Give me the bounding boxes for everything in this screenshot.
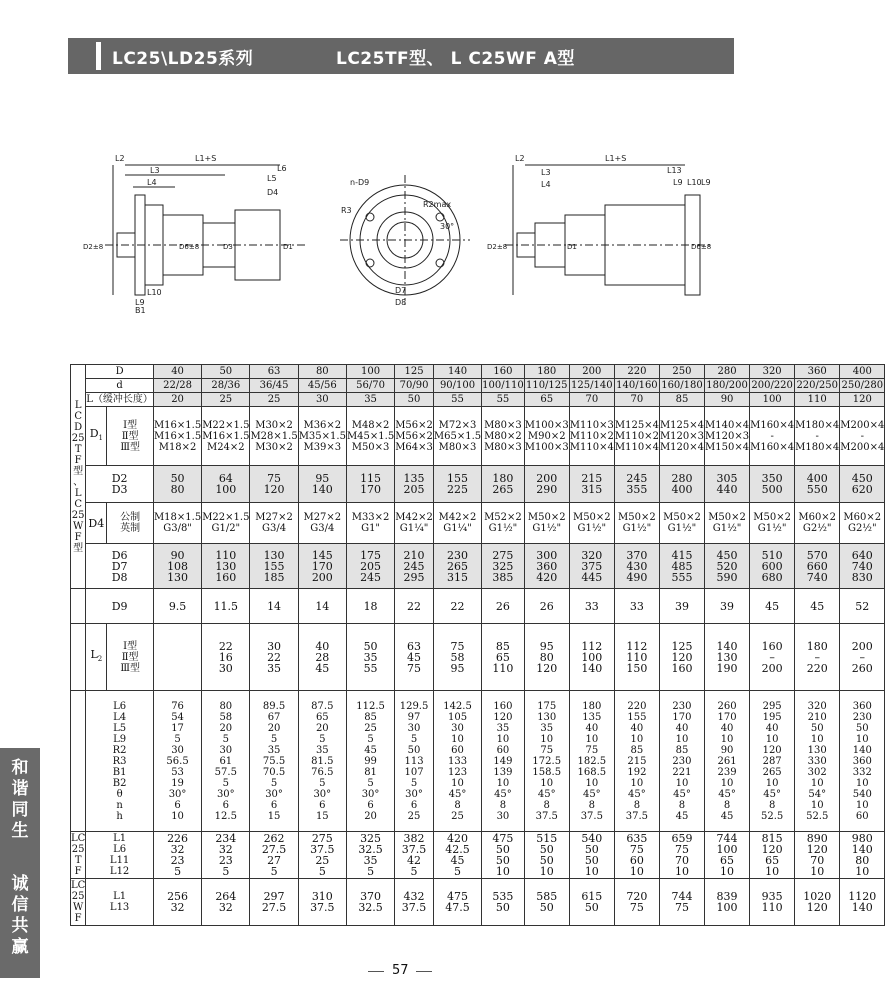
value-l-12: 90	[705, 393, 750, 407]
table-row	[71, 407, 885, 466]
table-row	[71, 691, 885, 832]
label-D1-types: Ⅰ型 Ⅱ型 Ⅲ型	[107, 407, 154, 466]
value-d2-d3-10: 245 355	[614, 466, 659, 503]
value-d678-4: 175 205 245	[346, 544, 394, 589]
value-d4-15: M60×2 G2½"	[840, 503, 885, 544]
value-d-10: 220	[614, 365, 659, 379]
value-d9-15: 52	[840, 589, 885, 624]
value-d678-12: 450 520 590	[705, 544, 750, 589]
label-D6: D6±8	[179, 243, 200, 251]
value-d2-d3-4: 115 170	[346, 466, 394, 503]
value-d-15: 250/280	[841, 380, 884, 391]
value-misc-9: 180 135 40 10 75 182.5 168.5 10 45° 8 37.5	[569, 691, 614, 832]
value-d9-4: 18	[346, 589, 394, 624]
value-d4-12: M50×2 G1½"	[705, 503, 750, 544]
value-d1-5: M56×2 M56×2 M64×3	[395, 407, 434, 466]
label-L1S: L1+S	[195, 154, 217, 163]
label-misc: L6 L4 L5 L9 R2 R3 B1 B2 θ n h	[86, 691, 154, 832]
value-d2-d3-6: 155 225	[433, 466, 481, 503]
value-misc-8: 175 130 35 10 75 172.5 158.5 10 45° 8 37.5	[524, 691, 569, 832]
value-d9-6: 22	[433, 589, 481, 624]
value-l-5: 50	[395, 393, 434, 407]
value-d9-12: 39	[705, 589, 750, 624]
value-misc-1: 80 58 20 5 30 61 57.5 5 30° 6 12.5	[202, 691, 250, 832]
value-d2-d3-0: 50 80	[153, 466, 201, 503]
value-wf-3: 310 37.5	[298, 879, 346, 926]
value-l2-4: 50 35 55	[346, 624, 394, 691]
value-d2-d3-1: 64 100	[202, 466, 250, 503]
label-R3: R3	[341, 206, 352, 215]
value-d4-10: M50×2 G1½"	[614, 503, 659, 544]
label-r-L9a: L9	[673, 178, 683, 187]
value-wf-4: 370 32.5	[346, 879, 394, 926]
value-d9-8: 26	[524, 589, 569, 624]
label-L9: L9	[135, 298, 145, 307]
value-l2-6: 75 58 95	[433, 624, 481, 691]
value-l2-12: 140 130 190	[705, 624, 750, 691]
value-wf-13: 935 110	[750, 879, 795, 926]
value-d678-9: 320 375 445	[569, 544, 614, 589]
side-label-blank	[71, 589, 86, 624]
value-d678-11: 415 485 555	[659, 544, 704, 589]
value-d2-d3-2: 75 120	[250, 466, 298, 503]
label-D4: D4	[86, 503, 107, 544]
value-wf-9: 615 50	[569, 879, 614, 926]
value-wf-8: 585 50	[524, 879, 569, 926]
value-d-6: 90/100	[433, 379, 481, 393]
side-label-blank	[71, 624, 86, 691]
right-labels	[487, 154, 711, 251]
label-L10: L10	[147, 288, 162, 297]
value-l2-1: 22 16 30	[202, 624, 250, 691]
value-d9-11: 39	[659, 589, 704, 624]
label-D9: D9	[86, 589, 154, 624]
value-d678-0: 90 108 130	[153, 544, 201, 589]
technical-drawings	[83, 145, 715, 315]
value-d678-15: 640 740 830	[840, 544, 885, 589]
side-label-wf: LC 25 W F	[71, 880, 86, 924]
value-d-9: 125/140	[571, 380, 613, 391]
page-number-rule-right	[416, 971, 432, 972]
label-D6-D7-D8: D6 D7 D8	[86, 544, 154, 589]
value-d-3: 45/56	[298, 379, 346, 393]
value-d-5: 125	[395, 365, 434, 379]
label-r-L13: L13	[667, 166, 682, 175]
value-d-5: 70/90	[395, 379, 434, 393]
value-tf-15: 980 140 80 10	[840, 832, 885, 879]
value-l-8: 65	[524, 393, 569, 407]
label-d: d	[86, 379, 154, 393]
value-d678-14: 570 660 740	[795, 544, 840, 589]
value-wf-11: 744 75	[659, 879, 704, 926]
value-misc-4: 112.5 85 25 5 45 99 81 5 30° 6 20	[346, 691, 394, 832]
value-l2-8: 95 80 120	[524, 624, 569, 691]
value-d2-d3-8: 200 290	[524, 466, 569, 503]
value-tf-7: 475 50 50 10	[482, 832, 525, 879]
value-wf-12: 839 100	[705, 879, 750, 926]
label-D1: D1	[283, 243, 293, 251]
label-D8: D8	[395, 298, 407, 307]
value-l-13: 100	[750, 393, 795, 407]
label-D7: D7	[395, 286, 407, 295]
label-angle: 30°	[440, 222, 455, 231]
value-d678-8: 300 360 420	[524, 544, 569, 589]
value-d4-14: M60×2 G2½"	[795, 503, 840, 544]
table-row	[71, 624, 885, 691]
spec-table	[70, 364, 885, 926]
label-r-L4: L4	[541, 180, 551, 189]
value-d1-12: M140×4 M120×3 M150×4	[705, 407, 750, 466]
value-l2-14: 180 – 220	[795, 624, 840, 691]
value-d1-3: M36×2 M35×1.5 M39×3	[298, 407, 346, 466]
value-tf-3: 275 37.5 25 5	[298, 832, 346, 879]
value-d2-d3-7: 180 265	[482, 466, 525, 503]
value-misc-13: 295 195 40 10 120 287 265 10 45° 8 52.5	[750, 691, 795, 832]
value-d-2: 63	[250, 365, 298, 379]
label-r-L10: L10	[687, 178, 702, 187]
value-l-15: 120	[840, 393, 885, 407]
value-l-9: 70	[569, 393, 614, 407]
table-row	[71, 466, 885, 503]
value-d-12: 280	[705, 365, 750, 379]
label-tf: L1 L6 L11 L12	[86, 832, 154, 879]
label-D2: D2±8	[83, 243, 104, 251]
value-d4-0: M18×1.5 G3/8"	[153, 503, 201, 544]
value-d-12: 180/200	[706, 380, 748, 391]
label-r-D2: D2±8	[487, 243, 508, 251]
value-misc-12: 260 170 40 10 90 261 239 10 45° 8 45	[705, 691, 750, 832]
value-d1-15: M200×4 - M200×4	[840, 407, 885, 466]
value-d-4: 56/70	[346, 379, 394, 393]
label-L-cushion: L（缓冲长度）	[86, 394, 153, 405]
value-d1-1: M22×1.5 M16×1.5 M24×2	[202, 407, 250, 466]
value-misc-10: 220 155 40 10 85 215 192 10 45° 8 37.5	[614, 691, 659, 832]
value-wf-2: 297 27.5	[250, 879, 298, 926]
table-row	[71, 544, 885, 589]
label-wf: L1 L13	[86, 879, 154, 926]
value-d1-13: M160×4 - M160×4	[750, 407, 795, 466]
value-tf-4: 325 32.5 35 5	[346, 832, 394, 879]
side-slogan-top: 和 谐 同 生	[11, 758, 29, 841]
value-d9-13: 45	[750, 589, 795, 624]
value-d1-11: M125×4 M120×3 M120×4	[659, 407, 704, 466]
value-tf-5: 382 37.5 42 5	[395, 832, 434, 879]
value-tf-8: 515 50 50 10	[524, 832, 569, 879]
label-D1: $D_1$	[86, 407, 107, 466]
value-d1-14: M180×4 - M180×4	[795, 407, 840, 466]
value-d1-4: M48×2 M45×1.5 M50×3	[346, 407, 394, 466]
label-r-L2: L2	[515, 154, 525, 163]
value-d-0: 40	[153, 365, 201, 379]
side-label-blank	[71, 691, 86, 832]
value-wf-6: 475 47.5	[433, 879, 481, 926]
value-misc-0: 76 54 17 5 30 56.5 53 19 30° 6 10	[153, 691, 201, 832]
value-d1-10: M125×4 M110×2 M110×4	[614, 407, 659, 466]
value-l-2: 25	[250, 393, 298, 407]
value-d-10: 140/160	[616, 380, 658, 391]
value-d678-7: 275 325 385	[482, 544, 525, 589]
label-L2: $L_2$	[86, 624, 107, 691]
value-d9-2: 14	[250, 589, 298, 624]
left-drawing	[105, 165, 305, 295]
value-d1-2: M30×2 M28×1.5 M30×2	[250, 407, 298, 466]
value-l-14: 110	[795, 393, 840, 407]
value-d-1: 28/36	[202, 379, 250, 393]
label-r-L3: L3	[541, 168, 551, 177]
value-d-6: 140	[433, 365, 481, 379]
value-d1-7: M80×3 M80×2 M80×3	[482, 407, 525, 466]
value-d9-1: 11.5	[202, 589, 250, 624]
value-d4-5: M42×2 G1¼"	[395, 503, 434, 544]
label-L2: L2	[115, 154, 125, 163]
value-d-0: 22/28	[153, 379, 201, 393]
value-l-1: 25	[202, 393, 250, 407]
value-d2-d3-12: 305 440	[705, 466, 750, 503]
value-tf-11: 659 75 70 10	[659, 832, 704, 879]
label-D3: D3	[223, 243, 233, 251]
value-d1-0: M16×1.5 M16×1.5 M18×2	[153, 407, 201, 466]
label-L3: L3	[150, 166, 160, 175]
value-d678-1: 110 130 160	[202, 544, 250, 589]
header-accent-bar	[96, 42, 101, 70]
value-d678-13: 510 600 680	[750, 544, 795, 589]
table-row	[71, 365, 885, 379]
value-d-15: 400	[840, 365, 885, 379]
label-r-L1S: L1+S	[605, 154, 627, 163]
value-d-1: 50	[202, 365, 250, 379]
table-row	[71, 393, 885, 407]
table-row	[71, 879, 885, 926]
value-d-3: 80	[298, 365, 346, 379]
value-tf-14: 890 120 70 10	[795, 832, 840, 879]
value-l2-5: 63 45 75	[395, 624, 434, 691]
value-misc-15: 360 230 50 10 140 360 332 10 540 10 60	[840, 691, 885, 832]
value-misc-5: 129.5 97 30 5 50 113 107 5 30° 6 25	[395, 691, 434, 832]
value-d678-3: 145 170 200	[298, 544, 346, 589]
value-l-3: 30	[298, 393, 346, 407]
value-l-0: 20	[153, 393, 201, 407]
value-d4-7: M52×2 G1½"	[482, 503, 525, 544]
table-row	[71, 589, 885, 624]
value-tf-12: 744 100 65 10	[705, 832, 750, 879]
left-labels	[83, 154, 293, 315]
value-wf-0: 256 32	[153, 879, 201, 926]
value-d678-2: 130 155 185	[250, 544, 298, 589]
value-d1-8: M100×3 M90×2 M100×3	[524, 407, 569, 466]
value-d-7: 160	[482, 365, 525, 379]
label-B1: B1	[135, 306, 146, 315]
value-l-11: 85	[659, 393, 704, 407]
value-tf-10: 635 75 60 10	[614, 832, 659, 879]
value-d4-13: M50×2 G1½"	[750, 503, 795, 544]
value-d9-9: 33	[569, 589, 614, 624]
value-wf-7: 535 50	[482, 879, 525, 926]
value-wf-14: 1020 120	[795, 879, 840, 926]
value-d4-2: M27×2 G3/4	[250, 503, 298, 544]
label-r-L9b: L9	[701, 178, 711, 187]
value-d-7: 100/110	[482, 380, 524, 391]
label-r-D1: D1	[567, 243, 577, 251]
value-d4-11: M50×2 G1½"	[659, 503, 704, 544]
value-l2-15: 200 – 260	[840, 624, 885, 691]
value-tf-6: 420 42.5 45 5	[433, 832, 481, 879]
model-title: LC25TF型、 L C25WF A型	[336, 49, 575, 69]
label-D4: D4	[267, 188, 279, 197]
label-L6: L6	[277, 164, 287, 173]
value-d9-5: 22	[395, 589, 434, 624]
value-d-8: 110/125	[525, 380, 568, 391]
value-d2-d3-9: 215 315	[569, 466, 614, 503]
value-d4-8: M50×2 G1½"	[524, 503, 569, 544]
value-d678-6: 230 265 315	[433, 544, 481, 589]
value-l2-3: 40 28 45	[298, 624, 346, 691]
spec-table-body	[71, 365, 885, 926]
value-d1-6: M72×3 M65×1.5 M80×3	[433, 407, 481, 466]
table-row	[71, 379, 885, 393]
value-l2-7: 85 65 110	[482, 624, 525, 691]
value-d-14: 220/250	[796, 380, 838, 391]
value-wf-5: 432 37.5	[395, 879, 434, 926]
value-d-9: 200	[569, 365, 614, 379]
value-wf-10: 720 75	[614, 879, 659, 926]
value-d2-d3-15: 450 620	[840, 466, 885, 503]
value-tf-9: 540 50 50 10	[569, 832, 614, 879]
value-d-13: 320	[750, 365, 795, 379]
page-number-rule-left	[368, 971, 384, 972]
side-slogan-bottom: 诚 信 共 赢	[11, 874, 29, 957]
page-number: 57	[392, 963, 409, 978]
label-L5: L5	[267, 174, 277, 183]
value-l-7: 55	[482, 393, 525, 407]
side-label-tf: LC 25 T F	[71, 833, 86, 877]
middle-labels	[341, 178, 454, 307]
value-d-14: 360	[795, 365, 840, 379]
value-d4-1: M22×1.5 G1/2"	[202, 503, 250, 544]
side-label-main: L C D 25 T F 型 、 L C 25 W F 型	[71, 365, 86, 589]
value-d1-9: M110×3 M110×2 M110×4	[569, 407, 614, 466]
value-tf-1: 234 32 23 5	[202, 832, 250, 879]
value-d-8: 180	[524, 365, 569, 379]
label-r-D6: D6±8	[691, 243, 712, 251]
value-l2-11: 125 120 160	[659, 624, 704, 691]
value-d2-d3-11: 280 400	[659, 466, 704, 503]
value-d2-d3-3: 95 140	[298, 466, 346, 503]
value-l2-2: 30 22 35	[250, 624, 298, 691]
value-l-6: 55	[433, 393, 481, 407]
label-D4-types: 公制 英制	[107, 503, 154, 544]
value-d9-7: 26	[482, 589, 525, 624]
series-title: LC25\LD25系列	[112, 49, 254, 69]
value-d678-10: 370 430 490	[614, 544, 659, 589]
label-R2max: R2max	[423, 200, 452, 209]
value-d-2: 36/45	[250, 379, 298, 393]
value-tf-13: 815 120 65 10	[750, 832, 795, 879]
value-d4-9: M50×2 G1½"	[569, 503, 614, 544]
value-d9-3: 14	[298, 589, 346, 624]
label-D2-D3: D2 D3	[86, 466, 154, 503]
value-l-4: 35	[346, 393, 394, 407]
value-l-10: 70	[614, 393, 659, 407]
value-d9-0: 9.5	[153, 589, 201, 624]
label-L2-types: Ⅰ型 Ⅱ型 Ⅲ型	[107, 624, 154, 691]
value-d9-10: 33	[614, 589, 659, 624]
value-l2-9: 112 100 140	[569, 624, 614, 691]
label-L4: L4	[147, 178, 157, 187]
value-misc-11: 230 170 40 10 85 230 221 10 45° 8 45	[659, 691, 704, 832]
value-misc-2: 89.5 67 20 5 35 75.5 70.5 5 30° 6 15	[250, 691, 298, 832]
value-d-11: 250	[659, 365, 704, 379]
value-d4-4: M33×2 G1"	[346, 503, 394, 544]
value-d678-5: 210 245 295	[395, 544, 434, 589]
value-d-13: 200/220	[751, 380, 793, 391]
value-misc-6: 142.5 105 30 10 60 133 123 10 45° 8 25	[433, 691, 481, 832]
value-misc-7: 160 120 35 10 60 149 139 10 45° 8 30	[482, 691, 525, 832]
value-d-4: 100	[346, 365, 394, 379]
value-wf-15: 1120 140	[840, 879, 885, 926]
value-d9-14: 45	[795, 589, 840, 624]
value-d4-6: M42×2 G1¼"	[433, 503, 481, 544]
value-l2-13: 160 – 200	[750, 624, 795, 691]
value-d2-d3-13: 350 500	[750, 466, 795, 503]
label-nD9: n-D9	[350, 178, 370, 187]
value-l2-0	[153, 624, 201, 691]
value-tf-0: 226 32 23 5	[153, 832, 201, 879]
value-misc-3: 87.5 65 20 5 35 81.5 76.5 5 30° 6 15	[298, 691, 346, 832]
value-misc-14: 320 210 50 10 130 330 302 10 54° 10 52.5	[795, 691, 840, 832]
value-wf-1: 264 32	[202, 879, 250, 926]
value-d-11: 160/180	[661, 380, 703, 391]
table-row	[71, 503, 885, 544]
value-d4-3: M27×2 G3/4	[298, 503, 346, 544]
value-tf-2: 262 27.5 27 5	[250, 832, 298, 879]
table-row	[71, 832, 885, 879]
label-D: D	[86, 365, 154, 379]
value-d2-d3-14: 400 550	[795, 466, 840, 503]
value-d2-d3-5: 135 205	[395, 466, 434, 503]
value-l2-10: 112 110 150	[614, 624, 659, 691]
